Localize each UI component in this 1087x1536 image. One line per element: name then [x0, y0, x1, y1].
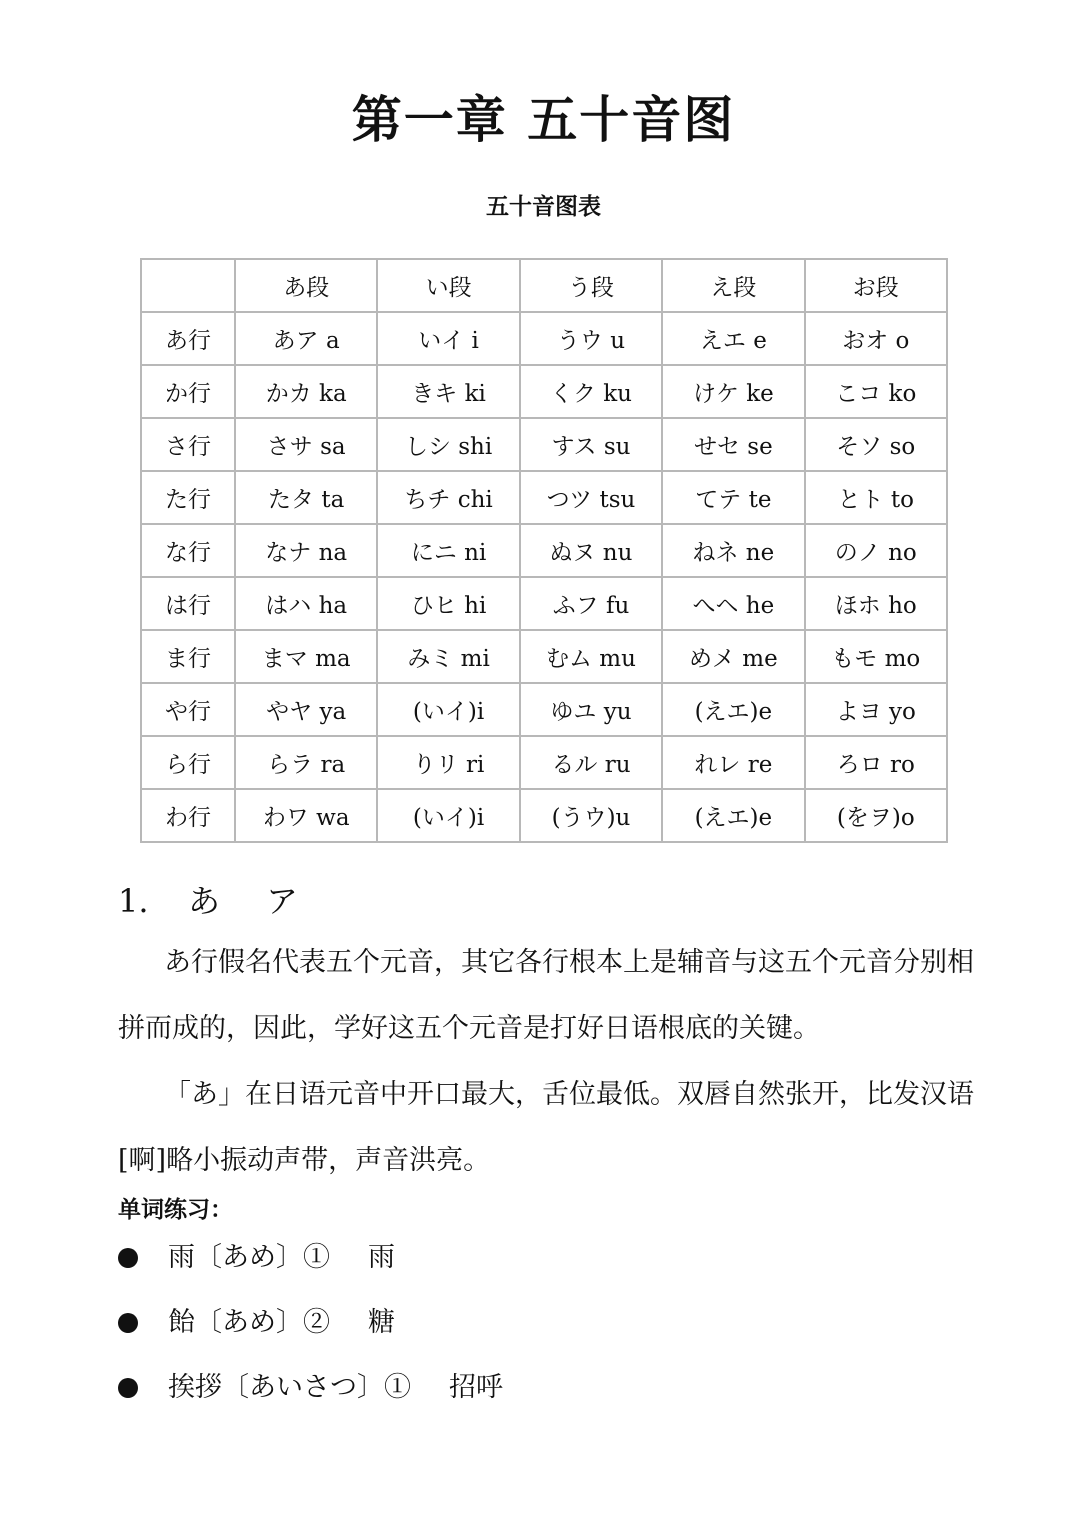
kana-cell: かカ ka: [235, 365, 377, 418]
kana-cell: (いイ)i: [377, 789, 519, 842]
kana-cell: こコ ko: [805, 365, 947, 418]
kana-cell: りリ ri: [377, 736, 519, 789]
row-header-cell: や行: [141, 683, 235, 736]
kana-cell: ひヒ hi: [377, 577, 519, 630]
kana-cell: よヨ yo: [805, 683, 947, 736]
kana-cell: らラ ra: [235, 736, 377, 789]
kana-cell: なナ na: [235, 524, 377, 577]
row-header-cell: あ行: [141, 312, 235, 365]
table-row: [141, 418, 947, 471]
header-cell: う段: [520, 259, 662, 312]
kana-cell: ほホ ho: [805, 577, 947, 630]
kana-cell: のノ no: [805, 524, 947, 577]
kana-cell: さサ sa: [235, 418, 377, 471]
table-row: [141, 683, 947, 736]
kana-cell: みミ mi: [377, 630, 519, 683]
table-row: [141, 312, 947, 365]
section-heading: [118, 876, 298, 922]
kana-cell: (をヲ)o: [805, 789, 947, 842]
kana-cell: えエ e: [662, 312, 804, 365]
list-item: [118, 1225, 503, 1290]
row-header-cell: ら行: [141, 736, 235, 789]
kana-cell: (えエ)e: [662, 683, 804, 736]
kana-cell: ちチ chi: [377, 471, 519, 524]
kana-cell: そソ so: [805, 418, 947, 471]
kana-cell: むム mu: [520, 630, 662, 683]
kana-cell: るル ru: [520, 736, 662, 789]
row-header-cell: た行: [141, 471, 235, 524]
table-row: [141, 471, 947, 524]
vocab-meaning: 雨: [368, 1241, 395, 1273]
table-row: [141, 736, 947, 789]
gojuon-table: [140, 258, 948, 843]
row-header-cell: さ行: [141, 418, 235, 471]
kana-cell: とト to: [805, 471, 947, 524]
vocab-heading: 单词练习：: [118, 1196, 233, 1223]
header-cell: お段: [805, 259, 947, 312]
kana-cell: れレ re: [662, 736, 804, 789]
kana-cell: やヤ ya: [235, 683, 377, 736]
kana-cell: たタ ta: [235, 471, 377, 524]
kana-cell: けケ ke: [662, 365, 804, 418]
table-row: [141, 630, 947, 683]
section-hiragana: あ: [188, 882, 221, 920]
chapter-title: 第一章 五十音图: [351, 90, 736, 149]
kana-cell: ろロ ro: [805, 736, 947, 789]
kana-cell: まマ ma: [235, 630, 377, 683]
vocab-word: 雨〔あめ〕①: [168, 1241, 330, 1273]
kana-cell: ふフ fu: [520, 577, 662, 630]
vocab-word: 飴〔あめ〕②: [168, 1306, 330, 1338]
section-katakana: ア: [266, 882, 299, 920]
table-row: [141, 789, 947, 842]
bullet-icon: [118, 1378, 138, 1398]
table-row: [141, 365, 947, 418]
kana-cell: もモ mo: [805, 630, 947, 683]
kana-cell: へヘ he: [662, 577, 804, 630]
kana-cell: ゆユ yu: [520, 683, 662, 736]
kana-cell: せセ se: [662, 418, 804, 471]
paragraph: 「あ」在日语元音中开口最大，舌位最低。双唇自然张开，比发汉语[啊]略小振动声带，声音洪亮。: [118, 1079, 974, 1176]
bullet-icon: [118, 1313, 138, 1333]
kana-cell: (うウ)u: [520, 789, 662, 842]
kana-cell: わワ wa: [235, 789, 377, 842]
kana-cell: ねネ ne: [662, 524, 804, 577]
vocab-word: 挨拶〔あいさつ〕①: [168, 1371, 411, 1403]
table-row: [141, 524, 947, 577]
kana-cell: てテ te: [662, 471, 804, 524]
header-cell-empty: [141, 259, 235, 312]
row-header-cell: わ行: [141, 789, 235, 842]
paragraph: あ行假名代表五个元音，其它各行根本上是辅音与这五个元音分别相拼而成的，因此，学好这五个元音是打好日语根底的关键。: [118, 947, 974, 1044]
row-header-cell: か行: [141, 365, 235, 418]
vocab-list: [118, 1225, 503, 1420]
kana-cell: くク ku: [520, 365, 662, 418]
header-cell: あ段: [235, 259, 377, 312]
kana-cell: あア a: [235, 312, 377, 365]
list-item: [118, 1355, 503, 1420]
kana-cell: すス su: [520, 418, 662, 471]
kana-cell: めメ me: [662, 630, 804, 683]
kana-cell: ぬヌ nu: [520, 524, 662, 577]
bullet-icon: [118, 1248, 138, 1268]
table-header-row: [141, 259, 947, 312]
table-title: 五十音图表: [486, 193, 601, 220]
table-row: [141, 577, 947, 630]
header-cell: い段: [377, 259, 519, 312]
header-cell: え段: [662, 259, 804, 312]
kana-cell: つツ tsu: [520, 471, 662, 524]
kana-cell: はハ ha: [235, 577, 377, 630]
kana-cell: (いイ)i: [377, 683, 519, 736]
row-header-cell: は行: [141, 577, 235, 630]
kana-cell: いイ i: [377, 312, 519, 365]
vocab-meaning: 糖: [368, 1306, 395, 1338]
row-header-cell: ま行: [141, 630, 235, 683]
list-item: [118, 1290, 503, 1355]
row-header-cell: な行: [141, 524, 235, 577]
kana-cell: きキ ki: [377, 365, 519, 418]
kana-cell: しシ shi: [377, 418, 519, 471]
kana-cell: (えエ)e: [662, 789, 804, 842]
kana-cell: うウ u: [520, 312, 662, 365]
kana-cell: おオ o: [805, 312, 947, 365]
section-number: 1.: [118, 882, 149, 920]
vocab-meaning: 招呼: [449, 1371, 503, 1403]
kana-cell: にニ ni: [377, 524, 519, 577]
